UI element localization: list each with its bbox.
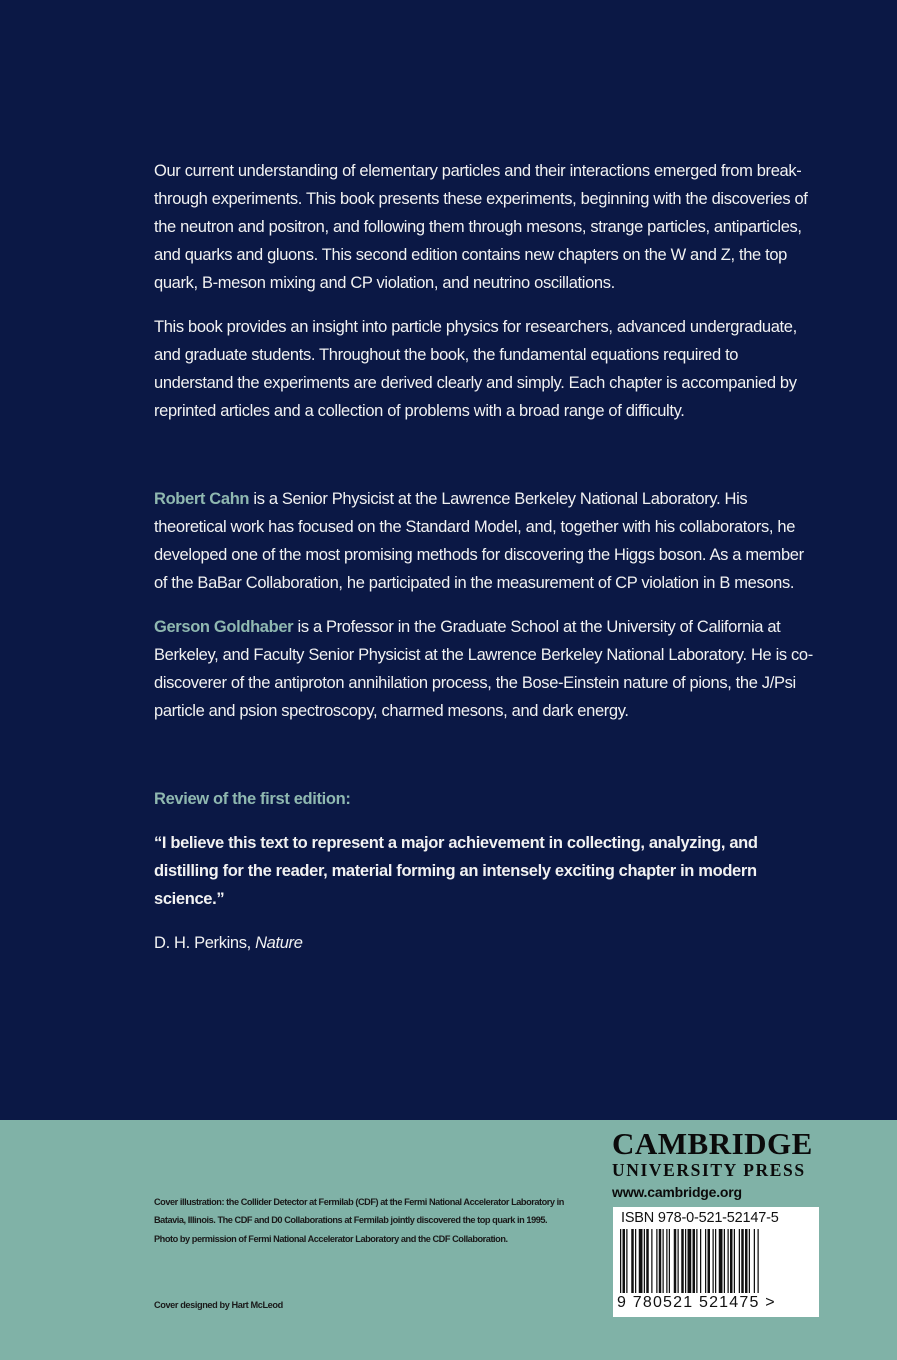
review-source: Nature (255, 934, 303, 952)
barcode-bar (681, 1229, 684, 1293)
author-name-2: Gerson Goldhaber (154, 618, 294, 636)
cover-illustration-credit: Cover illustration: the Collider Detector at Fermilab (CDF) at the Fermi National Accelerator Laboratory in Batavia, Illinois. The CDF and D0 Collaborations at Fermilab jointly discovered the top quark in 1995. Photo by permission of Fermi National Accelerator Laboratory and the CDF Collaboration. (154, 1197, 564, 1244)
barcode-bar (669, 1229, 670, 1293)
reviewer-name: D. H. Perkins, (154, 934, 256, 952)
barcode-bar (651, 1229, 652, 1293)
author-bio-2 (154, 613, 819, 725)
barcode-bar (646, 1229, 649, 1293)
barcode-bar (620, 1229, 621, 1293)
barcode-bar (741, 1229, 744, 1293)
description-paragraph-2: This book provides an insight into particle physics for researchers, advanced undergraduate, and graduate students. Throughout the book, the fundamental equations required to understand the experiments are derived clearly and simply. Each chapter is accompanied by reprinted articles and a collection of problems with a broad range of difficulty. (154, 318, 797, 420)
barcode-bar (644, 1229, 645, 1293)
barcode-bar (688, 1229, 692, 1293)
barcode-bar (724, 1229, 725, 1293)
barcode-bar (696, 1229, 697, 1293)
isbn-label: ISBN 978-0-521-52147-5 (621, 1210, 779, 1226)
review-heading: Review of the first edition: (154, 790, 351, 808)
barcode-bar (623, 1229, 626, 1293)
barcode-bar (685, 1229, 686, 1293)
publisher-subname: UNIVERSITY PRESS (612, 1160, 806, 1180)
author-bio-text-2: is a Professor in the Graduate School at the University of California at Berkeley, and Faculty Senior Physicist at the Lawrence Berkeley National Laboratory. He is co-discoverer of the antiproton annihilation process, the Bose-Einstein nature of pions, the J/Psi particle and psion spectroscopy, charmed mesons, and dark energy. (154, 618, 813, 720)
barcode-bar (708, 1229, 711, 1293)
description-paragraph-1: Our current understanding of elementary particles and their interactions emerged from break-through experiments. This book presents these experiments, beginning with the discoveries of the neutron and positron, and following them through mesons, strange particles, antiparticles, and quarks and gluons. This second edition contains new chapters on the W and Z, the top quark, B-meson mixing and CP violation, and neutrino oscillations. (154, 162, 808, 292)
barcode-bar (734, 1229, 735, 1293)
barcode-bars (620, 1229, 812, 1293)
barcode-bar (663, 1229, 664, 1293)
barcode-bar (758, 1229, 759, 1293)
barcode-bar (666, 1229, 667, 1293)
barcode-bar (631, 1229, 634, 1293)
review-quote: “I believe this text to represent a major achievement in collecting, analyzing, and distilling for the reader, material forming an intensely exciting chapter in modern science.” (154, 834, 758, 908)
barcode-bar (730, 1229, 733, 1293)
content-column (154, 157, 819, 957)
publisher-name: CAMBRIDGE (612, 1126, 813, 1161)
barcode-bar (745, 1229, 748, 1293)
barcode-bar (635, 1229, 636, 1293)
barcode-bar (693, 1229, 696, 1293)
barcode-bar (754, 1229, 755, 1293)
barcode-bar (674, 1229, 677, 1293)
barcode-box (613, 1207, 819, 1317)
barcode-bar (639, 1229, 643, 1293)
cover-designer-credit: Cover designed by Hart McLeod (154, 1300, 283, 1310)
author-bio-text-1: is a Senior Physicist at the Lawrence Berkeley National Laboratory. His theoretical work has focused on the Standard Model, and, together with his collaborators, he developed one of the most promising methods for discovering the Higgs boson. As a member of the BaBar Collaboration, he participated in the measurement of CP violation in B mesons. (154, 490, 804, 592)
publisher-url: www.cambridge.org (612, 1184, 742, 1200)
barcode-bar (713, 1229, 714, 1293)
author-bio-1 (154, 485, 819, 597)
barcode-bar (700, 1229, 701, 1293)
barcode-bar (728, 1229, 729, 1293)
barcode-bar (715, 1229, 716, 1293)
barcode-bar (705, 1229, 706, 1293)
author-name-1: Robert Cahn (154, 490, 250, 508)
publisher-logo (612, 1128, 822, 1200)
barcode-bar (656, 1229, 657, 1293)
barcode-bar (719, 1229, 723, 1293)
barcode-bar (739, 1229, 740, 1293)
barcode-digits: 9 780521 521475 > (617, 1294, 776, 1311)
review-attribution (154, 929, 819, 957)
barcode-bar (678, 1229, 679, 1293)
barcode-bar (626, 1229, 627, 1293)
barcode-bar (659, 1229, 662, 1293)
barcode-bar (749, 1229, 750, 1293)
